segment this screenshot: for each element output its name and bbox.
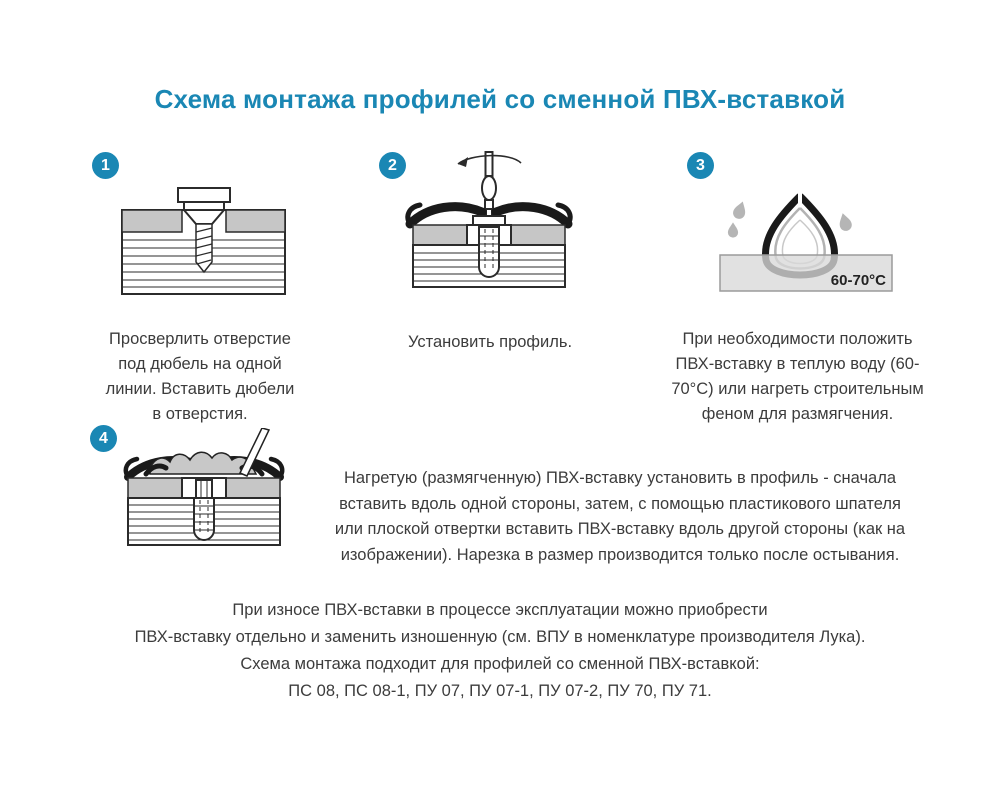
footer-note <box>80 597 920 705</box>
caption-line: под дюбель на одной <box>118 355 282 373</box>
screw-head <box>196 480 212 498</box>
caption-line: феном для размягчения. <box>701 405 894 423</box>
drill-into-floor-illustration <box>118 186 290 300</box>
step-4-badge: 4 <box>90 425 117 452</box>
caption-line: или плоской отвертки вставить ПВХ-вставку вдоль другой стороны (как на <box>334 520 906 538</box>
caption-line: линии. Вставить дюбели <box>105 380 295 398</box>
step-4-caption <box>300 466 940 568</box>
water-temperature-label: 60-70°C <box>830 272 886 289</box>
step-2-badge: 2 <box>379 152 406 179</box>
footer-line: Схема монтажа подходит для профилей со сменной ПВХ-вставкой: <box>240 655 760 673</box>
caption-line: Просверлить отверстие <box>109 330 291 348</box>
caption-line: в отверстия. <box>152 405 248 423</box>
dowel-icon <box>194 498 214 540</box>
insert-installation-illustration <box>112 428 297 558</box>
step-3-badge: 3 <box>687 152 714 179</box>
footer-line: ПС 08, ПС 08-1, ПУ 07, ПУ 07-1, ПУ 07-2, ПУ 70, ПУ 71. <box>288 682 712 700</box>
caption-line: 70°C) или нагреть строительным <box>671 380 924 398</box>
caption-line: ПВХ-вставку в теплую воду (60- <box>675 355 920 373</box>
step-2-caption <box>365 330 615 355</box>
caption-line: Установить профиль. <box>407 333 573 351</box>
pvc-insert-icon <box>150 452 256 474</box>
step-3-caption <box>645 327 950 427</box>
screw-head <box>473 216 505 225</box>
pvc-insert-warm-water-illustration <box>700 168 945 292</box>
caption-line: вставить вдоль одной стороны, затем, с помощью пластикового шпателя <box>339 494 901 513</box>
footer-line: ПВХ-вставку отдельно и заменить изношенную (см. ВПУ в номенклатуре производителя Лука). <box>134 628 866 646</box>
page-title: Схема монтажа профилей со сменной ПВХ-вставкой <box>154 84 846 114</box>
screwdriver-profile-illustration <box>398 150 603 292</box>
footer-line: При износе ПВХ-вставки в процессе эксплуатации можно приобрести <box>232 601 768 619</box>
caption-line: изображении). Нарезка в размер производится только после остывания. <box>340 545 900 564</box>
step-1-caption <box>70 327 330 427</box>
step-1-badge: 1 <box>92 152 119 179</box>
caption-line: При необходимости положить <box>682 330 913 348</box>
caption-line: Нагретую (размягченную) ПВХ-вставку установить в профиль - сначала <box>343 469 897 487</box>
dowel-icon <box>479 227 499 277</box>
